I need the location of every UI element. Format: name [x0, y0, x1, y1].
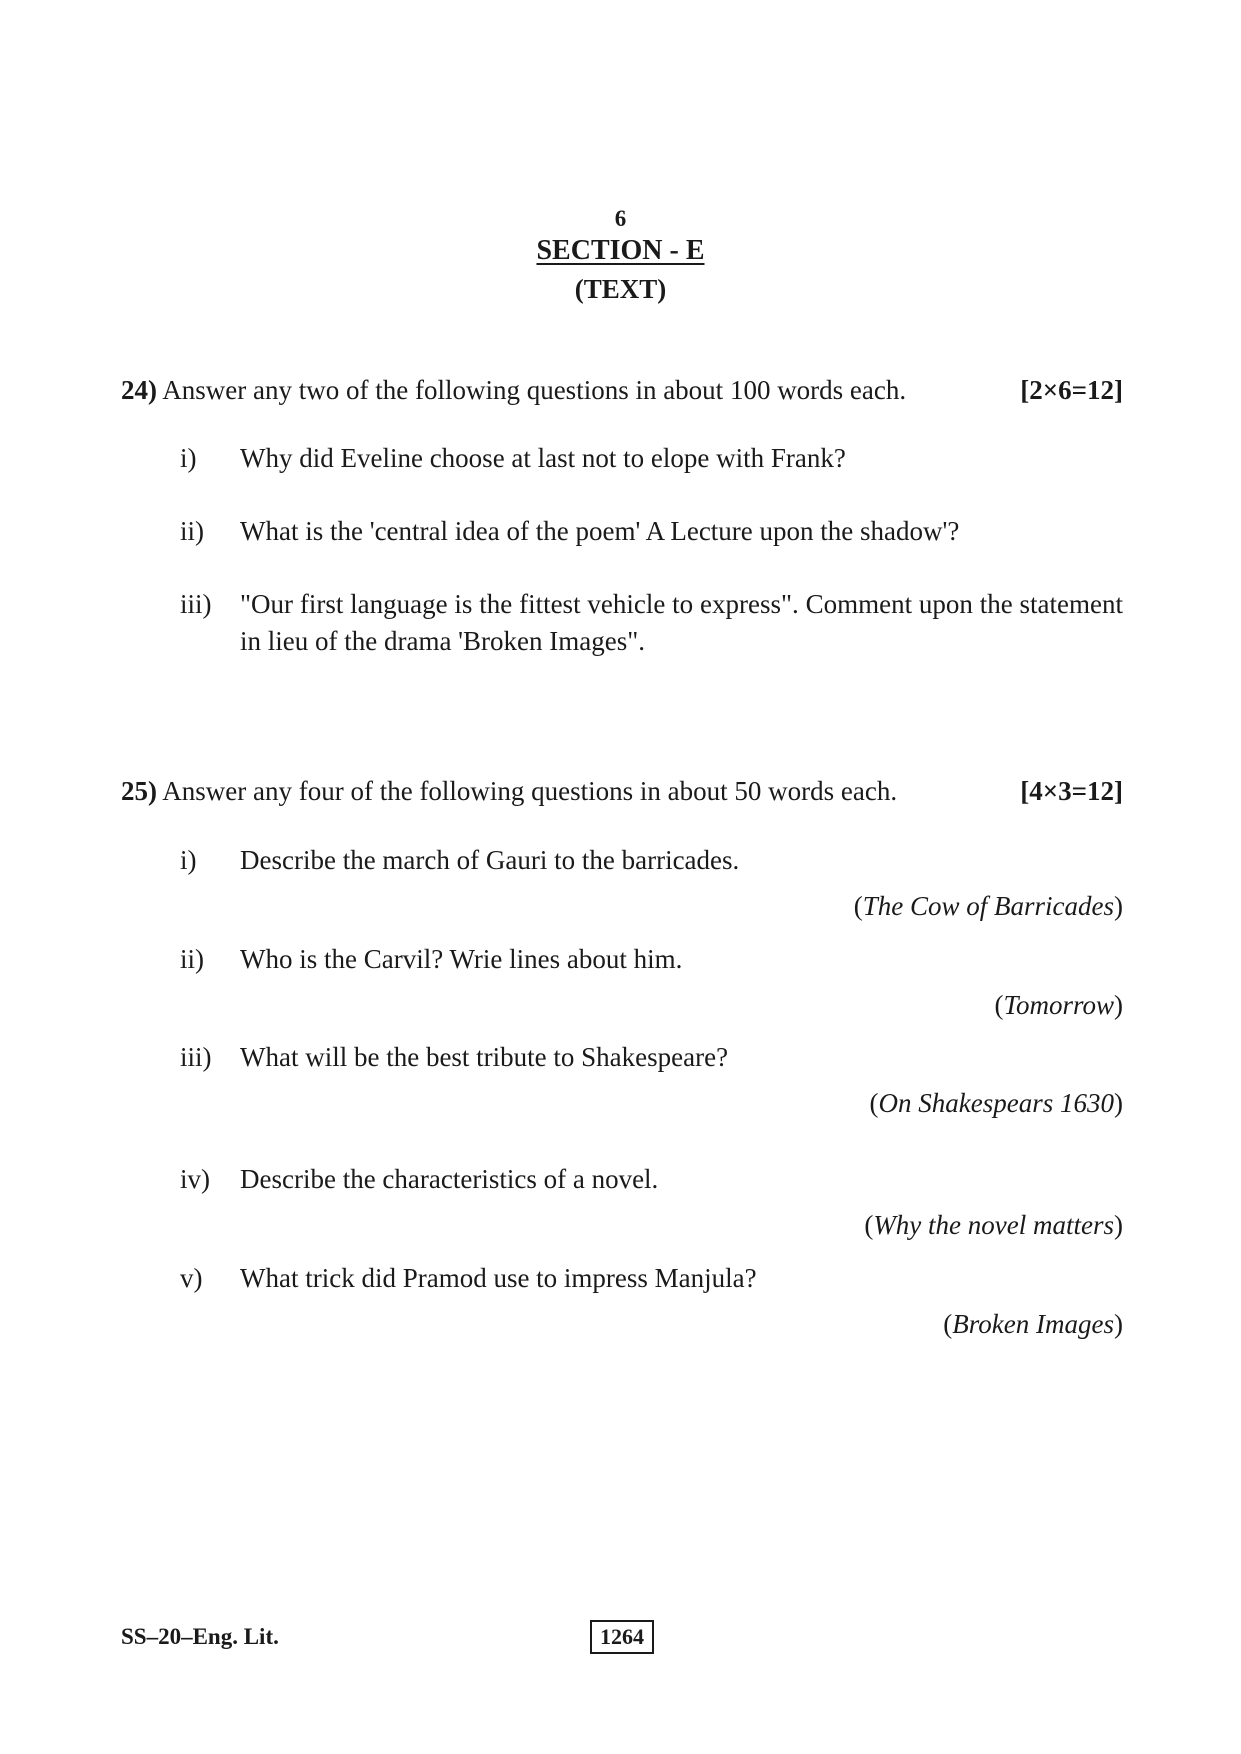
item-text: Who is the Carvil? Wrie lines about him. [240, 944, 683, 974]
item-text: What will be the best tribute to Shakespeare? [240, 1042, 729, 1072]
source-citation: (Tomorrow) [994, 990, 1123, 1020]
item-text: What trick did Pramod use to impress Manjula? [240, 1263, 757, 1293]
question-24-item [180, 513, 1123, 550]
page-number: 6 [614, 206, 627, 231]
question-25-item [180, 1260, 1123, 1297]
section-title: SECTION - E [536, 235, 705, 266]
item-number: iv) [180, 1164, 210, 1194]
item-text: "Our first language is the fittest vehicle to express". Comment upon the statement in lieu of the drama 'Broken Images". [240, 589, 1123, 656]
question-instruction: Answer any four of the following questions in about 50 words each. [162, 776, 898, 806]
item-number: iii) [180, 589, 212, 619]
question-25-header [121, 776, 1123, 807]
item-text: Describe the characteristics of a novel. [240, 1164, 659, 1194]
source-citation: (On Shakespears 1630) [869, 1088, 1123, 1118]
question-24-item [180, 586, 1123, 660]
section-subtitle: (TEXT) [574, 274, 667, 304]
source-citation: (The Cow of Barricades) [853, 891, 1123, 921]
item-number: v) [180, 1263, 203, 1293]
item-number: i) [180, 845, 197, 875]
question-25-item [180, 1039, 1123, 1076]
item-number: iii) [180, 1042, 212, 1072]
item-number: ii) [180, 516, 204, 546]
question-marks: [4×3=12] [1020, 776, 1123, 806]
source-citation: (Broken Images) [943, 1309, 1123, 1339]
question-number: 25) [121, 776, 157, 806]
item-number: ii) [180, 944, 204, 974]
source-citation: (Why the novel matters) [864, 1210, 1123, 1240]
question-24-header [121, 375, 1123, 406]
item-text: Why did Eveline choose at last not to elope with Frank? [240, 443, 846, 473]
question-25-item [180, 941, 1123, 978]
item-number: i) [180, 443, 197, 473]
question-24-item [180, 440, 1123, 477]
item-text: Describe the march of Gauri to the barricades. [240, 845, 740, 875]
question-number: 24) [121, 375, 157, 405]
item-text: What is the 'central idea of the poem' A Lecture upon the shadow'? [240, 516, 960, 546]
question-instruction: Answer any two of the following questions in about 100 words each. [162, 375, 907, 405]
page-code-box: 1264 [590, 1620, 654, 1654]
paper-code: SS–20–Eng. Lit. [121, 1624, 279, 1649]
question-marks: [2×6=12] [1020, 375, 1123, 405]
question-25-item [180, 1161, 1123, 1198]
question-25-item [180, 842, 1123, 879]
